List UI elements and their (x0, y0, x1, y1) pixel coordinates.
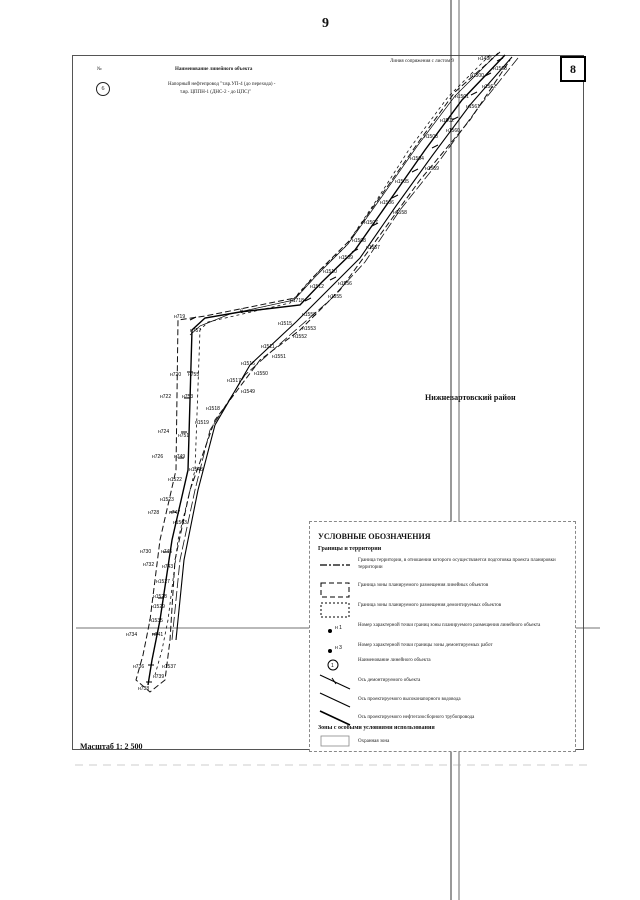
legend-item (318, 690, 568, 710)
point-label: н1562 (482, 84, 496, 90)
point-label: н1553 (302, 326, 316, 332)
demolished-axis-symbol (318, 672, 352, 692)
point-label: н1557 (366, 245, 380, 251)
legend-text: Наименование линейного объекта (358, 658, 431, 663)
point-label: н1549 (241, 389, 255, 395)
point-label: н741 (152, 632, 164, 638)
demolition-zone-symbol (318, 600, 352, 620)
legend-item (318, 600, 568, 620)
page-number: 9 (322, 16, 329, 31)
point-label: н1559 (425, 166, 439, 172)
point-label: н1558 (302, 312, 316, 318)
point-label: н1528 (153, 594, 167, 600)
point-label: н1486 (478, 56, 492, 62)
legend-text: Граница зоны планируемого размещения линейных объектов (358, 583, 489, 588)
point-label: н1512 (310, 284, 324, 290)
point-label: н743 (162, 564, 174, 570)
project-boundary-symbol (318, 555, 352, 575)
point-label: н751 (178, 433, 190, 439)
point-label: н1508 (352, 238, 366, 244)
linear-zone-symbol (318, 580, 352, 600)
point-label: н722 (160, 394, 172, 400)
sheet-number-box: 8 (560, 56, 586, 82)
point-label: н1518 (206, 406, 220, 412)
point-label: н1560 (446, 128, 460, 134)
scan-artifact (0, 755, 640, 775)
point-label: н749 (174, 454, 186, 460)
legend-text: Ось проектируемого высоконапорного водовода (358, 697, 461, 702)
waterline-axis-symbol (318, 690, 352, 710)
point-label: н738 (138, 686, 150, 692)
point-label: н1501 (455, 94, 469, 100)
legend-item (318, 620, 568, 640)
legend-text: Охранная зона (358, 739, 390, 744)
map-legend (309, 521, 576, 752)
legend-item (318, 732, 568, 752)
point-label: н732 (143, 562, 155, 568)
legend-item (318, 555, 568, 575)
point-label: н1535 (149, 618, 163, 624)
point-label: н1548 (189, 467, 203, 473)
point-number-symbol (318, 620, 352, 640)
object-name-line-1: Напорный нефтепровод "т.вр.УП-4 (до перехода) - (168, 82, 276, 87)
legend-item (318, 580, 568, 600)
point-label: н1506 (380, 200, 394, 206)
point-label: н726 (152, 454, 164, 460)
point-label: н724 (158, 429, 170, 435)
point-label: н1511 (261, 344, 275, 350)
point-label: н1718 (290, 298, 304, 304)
point-label: н1504 (410, 156, 424, 162)
svg-text:1: 1 (331, 663, 334, 669)
point-label: н1510 (323, 269, 337, 275)
point-label: н1558 (393, 210, 407, 216)
svg-text:н 1: н 1 (335, 625, 342, 631)
point-label: н720 (170, 372, 182, 378)
legend-text: Номер характерной точки границ зоны планируемого размещения линейного объекта (358, 623, 541, 628)
point-label: н1529 (151, 604, 165, 610)
point-label: н1550 (254, 371, 268, 377)
point-label: н1522 (168, 477, 182, 483)
object-name-line-2: т.вр. ЦППН-1 (ДНС-2 - до ЦПС)" (180, 90, 252, 95)
point-label: н1517 (227, 378, 241, 384)
route-label: 6 (240, 309, 244, 315)
legend-section-boundaries: Границы и территории (318, 546, 382, 552)
point-label: н1555 (328, 294, 342, 300)
point-label: н1503 (424, 134, 438, 140)
point-label: н1519 (195, 420, 209, 426)
legend-text: Граница зоны планируемого размещения демонтируемых объектов (358, 603, 502, 608)
point-label: н1516 (241, 361, 255, 367)
scale-label: Масштаб 1: 2 500 (80, 742, 143, 751)
point-label: н1509 (339, 255, 353, 261)
point-label: н734 (126, 632, 138, 638)
continuation-note: Линия сопряжения с листом 9 (390, 59, 454, 64)
point-label: н755 (188, 372, 200, 378)
point-label: н1502 (440, 118, 454, 124)
header-col-no: № (97, 67, 102, 72)
point-label: н1507 (364, 220, 378, 226)
point-label: н745 (161, 549, 173, 555)
legend-text: Ось проектируемого нефтегазосборного трубопровода (358, 715, 475, 720)
legend-text: Ось демонтируемого объекта (358, 678, 421, 683)
point-label: н1523 (160, 497, 174, 503)
point-label: н1537 (162, 664, 176, 670)
point-label: н1552 (293, 334, 307, 340)
point-label: н1500 (470, 73, 484, 79)
point-label: н736 (133, 664, 145, 670)
point-label: н1551 (272, 354, 286, 360)
district-label: Нижневартовский район (425, 393, 516, 402)
point-label: н739 (153, 674, 165, 680)
point-label: н753 (182, 394, 194, 400)
demolished-axis (190, 53, 498, 335)
point-label: н1563 (173, 520, 187, 526)
object-number-badge: 6 (96, 82, 110, 96)
header-col-name: Наименование линейного объекта (175, 67, 253, 72)
protection-zone-symbol (318, 732, 352, 752)
point-label: н719 (174, 314, 186, 320)
legend-item (318, 672, 568, 692)
point-label: н1515 (278, 321, 292, 327)
svg-text:н 3: н 3 (335, 645, 342, 651)
point-label: н728 (148, 510, 160, 516)
point-label: н747 (169, 510, 181, 516)
legend-text: Граница территории, в отношении которого осуществляется подготовка проекта планировки территории (358, 558, 556, 570)
point-label: н1556 (338, 281, 352, 287)
legend-section-zones: Зоны с особыми условиями использования (318, 725, 435, 731)
point-label: н1505 (395, 179, 409, 185)
point-label: н1561 (466, 104, 480, 110)
legend-text: Номер характерной точки границы зоны демонтируемых работ (358, 643, 493, 648)
point-label: н757 (190, 328, 202, 334)
point-label: н1527 (156, 579, 170, 585)
point-label: н1563 (493, 66, 507, 72)
legend-title: УСЛОВНЫЕ ОБОЗНАЧЕНИЯ (318, 532, 431, 541)
point-label: н730 (140, 549, 152, 555)
